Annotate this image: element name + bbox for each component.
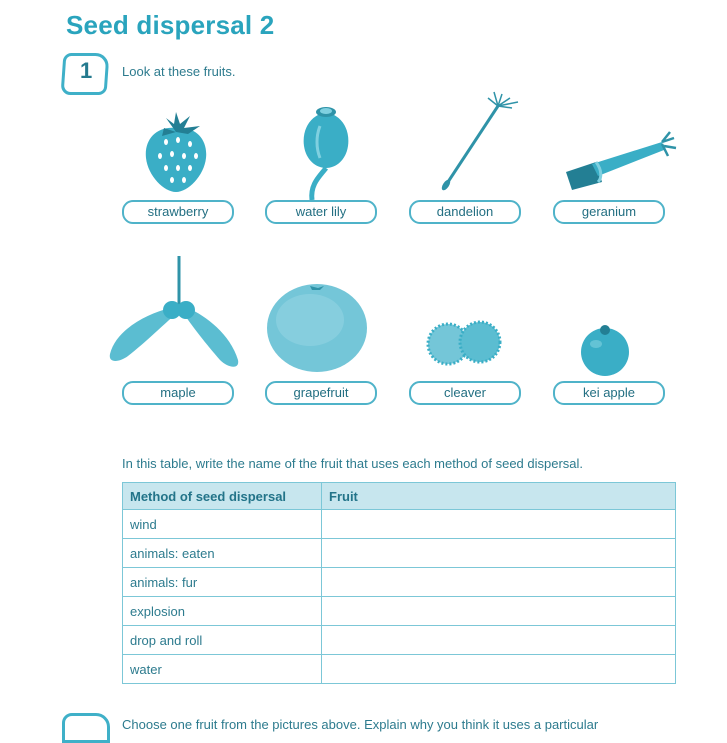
question-2-text: Choose one fruit from the pictures above. Explain why you think it uses a particular bbox=[122, 717, 599, 732]
fruit-answer-cell[interactable] bbox=[322, 510, 676, 539]
fruit-label-kei-apple: kei apple bbox=[553, 381, 665, 405]
fruit-label-grapefruit: grapefruit bbox=[265, 381, 377, 405]
table-row bbox=[123, 510, 676, 539]
fruit-label-water-lily: water lily bbox=[265, 200, 377, 224]
fruit-label-dandelion: dandelion bbox=[409, 200, 521, 224]
table-header-row bbox=[123, 483, 676, 510]
fruit-answer-cell[interactable] bbox=[322, 539, 676, 568]
fruit-answer-cell[interactable] bbox=[322, 626, 676, 655]
table-row bbox=[123, 539, 676, 568]
method-cell: animals: fur bbox=[123, 568, 322, 597]
table-row bbox=[123, 568, 676, 597]
table-row bbox=[123, 626, 676, 655]
method-cell: animals: eaten bbox=[123, 539, 322, 568]
fruit-label-geranium: geranium bbox=[553, 200, 665, 224]
table-row bbox=[123, 597, 676, 626]
method-cell: wind bbox=[123, 510, 322, 539]
method-cell: water bbox=[123, 655, 322, 684]
dandelion-icon bbox=[436, 90, 526, 194]
question-instruction: Look at these fruits. bbox=[122, 64, 236, 79]
page-title: Seed dispersal 2 bbox=[66, 10, 275, 40]
strawberry-icon bbox=[138, 110, 214, 196]
column-header-fruit: Fruit bbox=[322, 483, 676, 510]
table-instruction: In this table, write the name of the fruit that uses each method of seed dispersal. bbox=[122, 456, 584, 471]
method-cell: explosion bbox=[123, 597, 322, 626]
geranium-icon bbox=[562, 126, 678, 196]
fruit-label-cleaver: cleaver bbox=[409, 381, 521, 405]
method-cell: drop and roll bbox=[123, 626, 322, 655]
water-lily-icon bbox=[298, 102, 354, 202]
question-2-number-box bbox=[62, 713, 110, 743]
column-header-method: Method of seed dispersal bbox=[123, 483, 322, 510]
fruit-label-maple: maple bbox=[122, 381, 234, 405]
table-row bbox=[123, 655, 676, 684]
grapefruit-icon bbox=[264, 280, 370, 374]
fruit-answer-cell[interactable] bbox=[322, 597, 676, 626]
seed-dispersal-table bbox=[122, 482, 676, 684]
question-number: 1 bbox=[80, 58, 93, 83]
fruit-label-strawberry: strawberry bbox=[122, 200, 234, 224]
cleaver-icon bbox=[426, 314, 504, 370]
fruit-answer-cell[interactable] bbox=[322, 655, 676, 684]
maple-icon bbox=[106, 254, 244, 376]
kei-apple-icon bbox=[578, 324, 634, 378]
fruit-answer-cell[interactable] bbox=[322, 568, 676, 597]
